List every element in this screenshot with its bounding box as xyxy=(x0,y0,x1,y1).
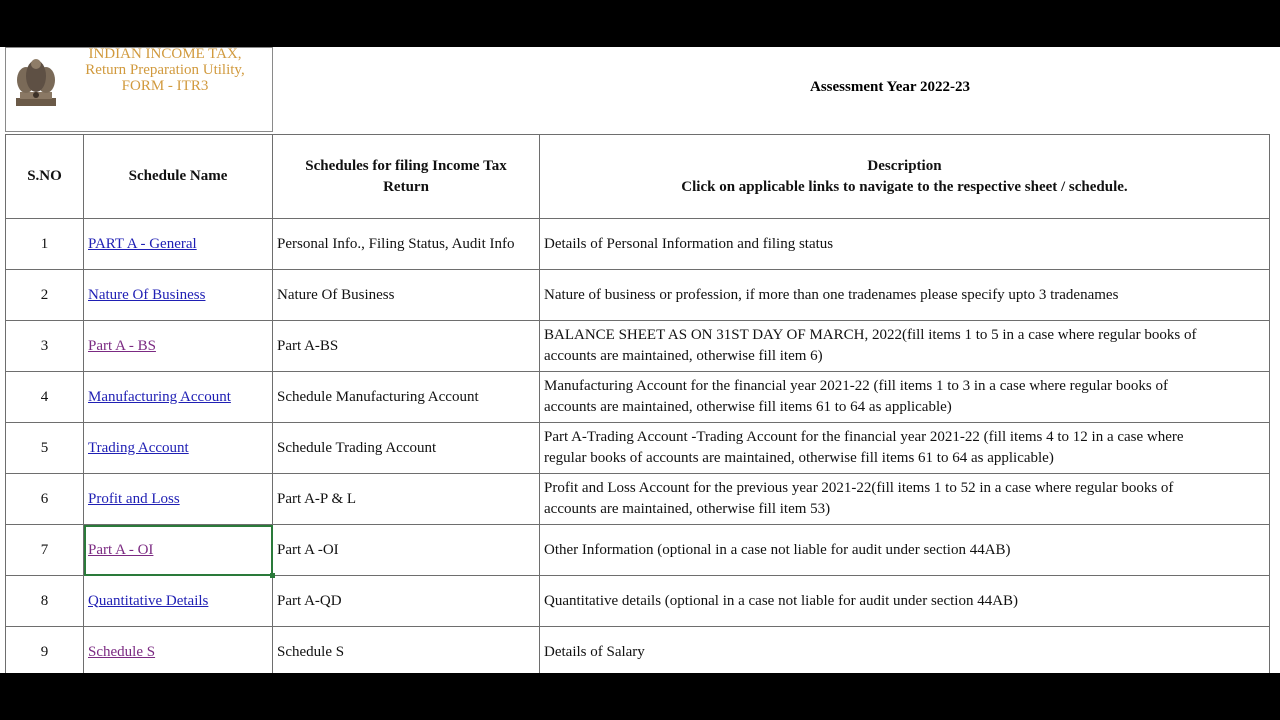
cell-description[interactable] xyxy=(540,525,1270,576)
cell-sno[interactable]: 9 xyxy=(6,627,84,674)
cell-schedule-link[interactable] xyxy=(84,525,273,576)
schedule-link[interactable]: Profit and Loss xyxy=(88,490,180,507)
cell-sno[interactable]: 4 xyxy=(6,372,84,423)
logo-line-1: INDIAN INCOME TAX, xyxy=(88,47,242,62)
schedule-link[interactable]: Manufacturing Account xyxy=(88,388,231,405)
cell-description[interactable] xyxy=(540,474,1270,525)
cell-sno[interactable]: 7 xyxy=(6,525,84,576)
schedule-link[interactable]: Part A - OI xyxy=(88,541,154,558)
schedule-link[interactable]: Schedule S xyxy=(88,643,156,660)
cell-sno[interactable]: 5 xyxy=(6,423,84,474)
logo-line-2: Return Preparation Utility, xyxy=(85,62,245,78)
table-row xyxy=(6,270,1270,321)
description-line-2: regular books of accounts are maintained, otherwise fill items 61 to 64 as applicable) xyxy=(544,450,1054,466)
schedules-table xyxy=(5,134,1270,673)
cell-sno[interactable]: 8 xyxy=(6,576,84,627)
description-line-2: accounts are maintained, otherwise fill item 53) xyxy=(544,501,831,517)
table-row xyxy=(6,474,1270,525)
cell-description[interactable] xyxy=(540,372,1270,423)
cell-schedule-link[interactable] xyxy=(84,270,273,321)
logo-line-3: FORM - ITR3 xyxy=(121,78,209,94)
logo-header xyxy=(5,47,273,132)
cell-schedule[interactable]: Schedule S xyxy=(273,627,540,674)
cell-description[interactable] xyxy=(540,219,1270,270)
cell-sno[interactable]: 6 xyxy=(6,474,84,525)
header-schedules-for-filing xyxy=(273,135,540,219)
cell-schedule-link[interactable] xyxy=(84,321,273,372)
cell-schedule[interactable]: Part A -OI xyxy=(273,525,540,576)
description-line-2: accounts are maintained, otherwise fill items 61 to 64 as applicable) xyxy=(544,399,952,415)
table-row xyxy=(6,525,1270,576)
table-row xyxy=(6,423,1270,474)
cell-schedule[interactable]: Part A-BS xyxy=(273,321,540,372)
description-line-1: Details of Personal Information and filing status xyxy=(544,235,834,252)
description-line-1: Part A-Trading Account -Trading Account for the financial year 2021-22 (fill items 4 to 12 in a case where xyxy=(544,429,1184,445)
table-row xyxy=(6,372,1270,423)
description-line-1: Details of Salary xyxy=(544,643,645,660)
description-line-2: accounts are maintained, otherwise fill item 6) xyxy=(544,348,823,364)
schedule-link[interactable]: Trading Account xyxy=(88,439,189,456)
header-schedules-line-2: Return xyxy=(383,178,429,195)
table-header-row xyxy=(6,135,1270,219)
cell-schedule-link[interactable] xyxy=(84,576,273,627)
description-line-1: Quantitative details (optional in a case not liable for audit under section 44AB) xyxy=(544,592,1019,609)
table-row xyxy=(6,576,1270,627)
cell-schedule[interactable]: Personal Info., Filing Status, Audit Info xyxy=(273,219,540,270)
logo-title xyxy=(62,47,268,94)
national-emblem-icon xyxy=(12,54,60,110)
schedule-link[interactable]: Quantitative Details xyxy=(88,592,209,609)
assessment-year-title: Assessment Year 2022-23 xyxy=(810,79,970,95)
spreadsheet-area xyxy=(0,47,1280,673)
cell-schedule-link[interactable] xyxy=(84,219,273,270)
table-row xyxy=(6,219,1270,270)
table-row xyxy=(6,321,1270,372)
cell-schedule-link[interactable] xyxy=(84,372,273,423)
description-line-1: Manufacturing Account for the financial year 2021-22 (fill items 1 to 3 in a case where regular books of xyxy=(544,378,1168,394)
header-sno: S.NO xyxy=(6,135,84,219)
schedule-link[interactable]: PART A - General xyxy=(88,235,197,252)
cell-schedule-link[interactable] xyxy=(84,474,273,525)
header-description-line-2: Click on applicable links to navigate to the respective sheet / schedule. xyxy=(681,178,1128,195)
cell-schedule[interactable]: Part A-QD xyxy=(273,576,540,627)
cell-schedule[interactable]: Part A-P & L xyxy=(273,474,540,525)
cell-schedule-link[interactable] xyxy=(84,423,273,474)
fill-handle[interactable] xyxy=(270,573,275,578)
cell-description[interactable] xyxy=(540,270,1270,321)
header-schedules-line-1: Schedules for filing Income Tax xyxy=(305,157,507,174)
header-schedule-name: Schedule Name xyxy=(84,135,273,219)
schedule-link[interactable]: Nature Of Business xyxy=(88,286,206,303)
description-line-1: Nature of business or profession, if more than one tradenames please specify upto 3 tradenames xyxy=(544,286,1119,303)
cell-schedule-link[interactable] xyxy=(84,627,273,674)
header-description-line-1: Description xyxy=(867,157,942,174)
cell-description[interactable] xyxy=(540,321,1270,372)
table-row xyxy=(6,627,1270,674)
schedule-link[interactable]: Part A - BS xyxy=(88,337,156,354)
description-line-1: Profit and Loss Account for the previous year 2021-22(fill items 1 to 52 in a case where regular books of xyxy=(544,480,1174,496)
cell-schedule[interactable]: Schedule Trading Account xyxy=(273,423,540,474)
table-body xyxy=(6,219,1270,674)
cell-schedule[interactable]: Schedule Manufacturing Account xyxy=(273,372,540,423)
cell-schedule[interactable]: Nature Of Business xyxy=(273,270,540,321)
cell-sno[interactable]: 3 xyxy=(6,321,84,372)
header-description xyxy=(540,135,1270,219)
cell-description[interactable] xyxy=(540,576,1270,627)
cell-description[interactable] xyxy=(540,423,1270,474)
description-line-1: Other Information (optional in a case not liable for audit under section 44AB) xyxy=(544,541,1011,558)
cell-sno[interactable]: 2 xyxy=(6,270,84,321)
cell-description[interactable] xyxy=(540,627,1270,674)
description-line-1: BALANCE SHEET AS ON 31ST DAY OF MARCH, 2022(fill items 1 to 5 in a case where regular books of xyxy=(544,327,1197,343)
cell-sno[interactable]: 1 xyxy=(6,219,84,270)
